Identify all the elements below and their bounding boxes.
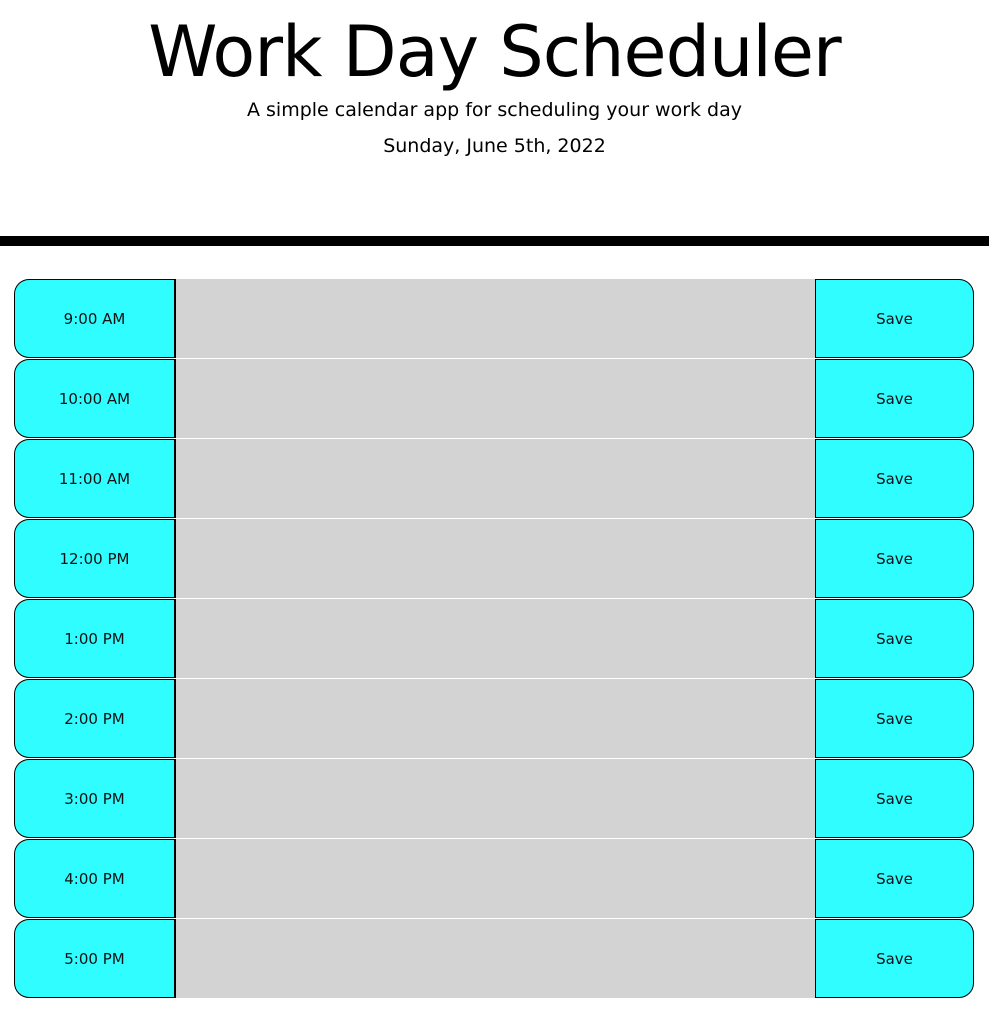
hour-label: 11:00 AM	[14, 439, 176, 518]
save-button[interactable]: Save	[815, 519, 974, 598]
hour-label: 1:00 PM	[14, 599, 176, 678]
event-textarea[interactable]	[176, 359, 815, 438]
time-block-row	[14, 519, 974, 598]
time-block-row	[14, 599, 974, 678]
event-textarea[interactable]	[176, 839, 815, 918]
event-textarea[interactable]	[176, 519, 815, 598]
page-subtitle: A simple calendar app for scheduling your work day	[246, 99, 743, 121]
event-textarea[interactable]	[176, 279, 815, 358]
hour-label: 10:00 AM	[14, 359, 176, 438]
save-button[interactable]: Save	[815, 599, 974, 678]
save-button[interactable]: Save	[815, 439, 974, 518]
save-button[interactable]: Save	[815, 919, 974, 998]
hour-label: 12:00 PM	[14, 519, 176, 598]
time-block-row	[14, 359, 974, 438]
event-textarea[interactable]	[176, 439, 815, 518]
time-block-row	[14, 839, 974, 918]
save-button[interactable]: Save	[815, 759, 974, 838]
save-button[interactable]: Save	[815, 359, 974, 438]
time-block-row	[14, 919, 974, 998]
save-button[interactable]: Save	[815, 279, 974, 358]
save-button[interactable]: Save	[815, 679, 974, 758]
schedule-container	[14, 279, 974, 999]
current-date: Sunday, June 5th, 2022	[383, 135, 606, 157]
time-block-row	[14, 279, 974, 358]
page-header	[0, 0, 989, 236]
event-textarea[interactable]	[176, 679, 815, 758]
header-divider	[0, 236, 989, 246]
hour-label: 2:00 PM	[14, 679, 176, 758]
time-block-row	[14, 679, 974, 758]
hour-label: 9:00 AM	[14, 279, 176, 358]
save-button[interactable]: Save	[815, 839, 974, 918]
page-title: Work Day Scheduler	[148, 11, 841, 93]
hour-label: 5:00 PM	[14, 919, 176, 998]
event-textarea[interactable]	[176, 919, 815, 998]
hour-label: 3:00 PM	[14, 759, 176, 838]
time-block-row	[14, 439, 974, 518]
time-block-row	[14, 759, 974, 838]
event-textarea[interactable]	[176, 759, 815, 838]
hour-label: 4:00 PM	[14, 839, 176, 918]
event-textarea[interactable]	[176, 599, 815, 678]
